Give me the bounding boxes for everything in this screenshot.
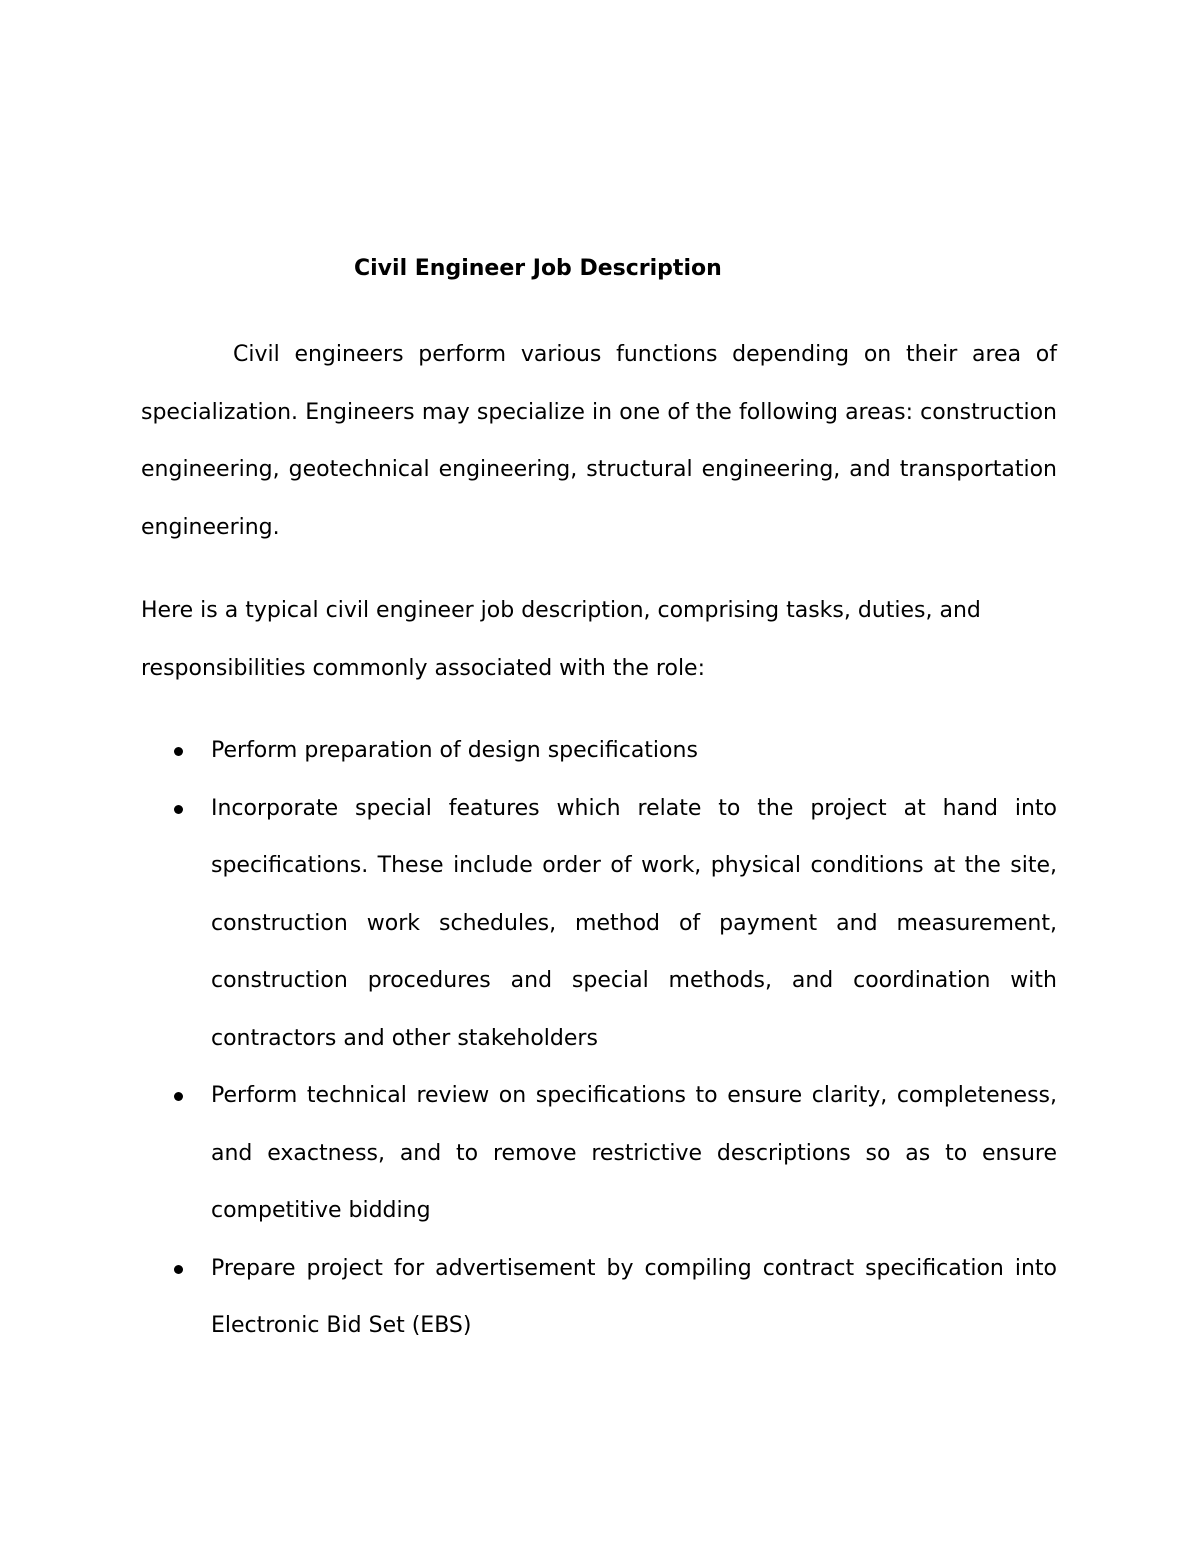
list-item-text: Prepare project for advertisement by compiling contract specification into Electronic Bid Set (EBS)	[211, 1255, 1057, 1338]
list-item-text: Perform preparation of design specifications	[211, 738, 698, 763]
list-item-text: Incorporate special features which relate to the project at hand into specifications. These include order of work, physical conditions at the site, construction work schedules, method of payment and measurement, construction procedures and special methods, and coordination with contractors and other stakeholders	[211, 795, 1057, 1051]
list-item	[141, 722, 1057, 780]
bullet-dot-icon	[174, 747, 183, 756]
bullet-dot-icon	[174, 1092, 183, 1101]
bullet-dot-icon	[174, 1265, 183, 1274]
list-item	[141, 1067, 1057, 1240]
list-item	[141, 780, 1057, 1068]
lead-paragraph: Here is a typical civil engineer job description, comprising tasks, duties, and responsibilities commonly associated with the role:	[141, 598, 981, 681]
list-item-text: Perform technical review on specifications to ensure clarity, completeness, and exactness, and to remove restrictive descriptions so as to ensure competitive bidding	[211, 1083, 1057, 1223]
intro-paragraph: Civil engineers perform various functions depending on their area of specialization. Engineers may specialize in one of the following areas: construction engineering, geotechnical engineering, structural engineering, and transportation engineering.	[141, 342, 1057, 540]
responsibilities-list	[141, 722, 1057, 1355]
list-item	[141, 1240, 1057, 1355]
document-title: Civil Engineer Job Description	[354, 256, 722, 281]
bullet-dot-icon	[174, 805, 183, 814]
